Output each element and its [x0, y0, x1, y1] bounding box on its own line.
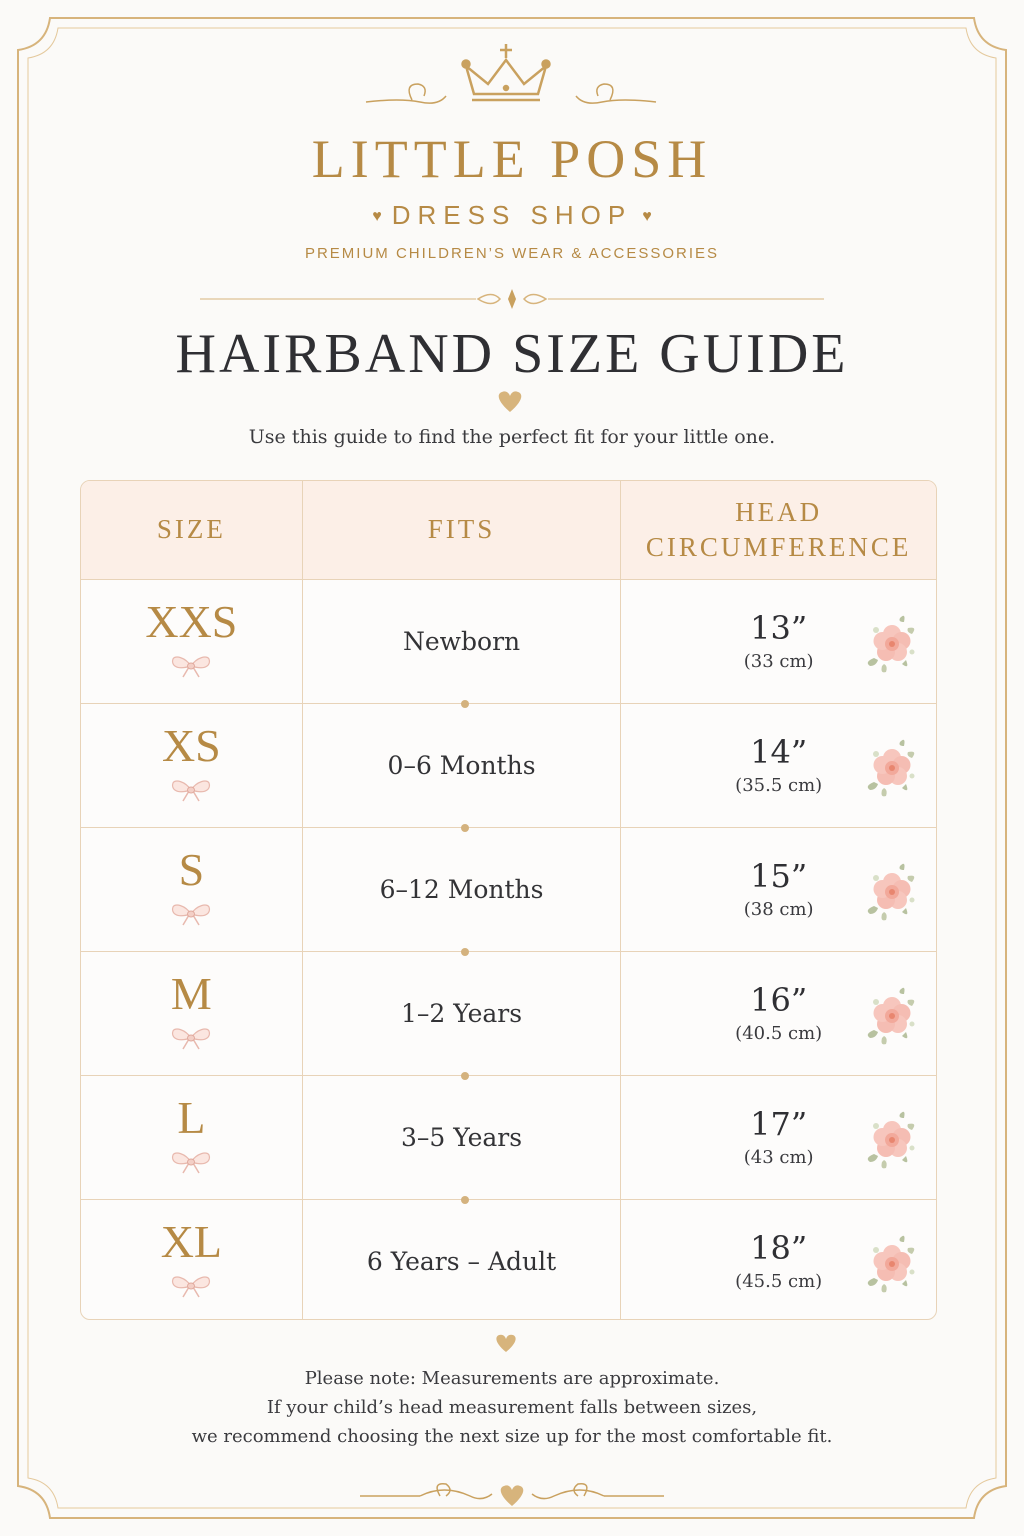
- size-cell: [81, 1076, 303, 1199]
- note-line: we recommend choosing the next size up for the most comfortable fit.: [191, 1426, 833, 1447]
- heart-icon: [496, 1335, 515, 1352]
- circumference-cell: [621, 828, 936, 951]
- heart-icon: [501, 1485, 524, 1506]
- flower-icon: [862, 1104, 922, 1172]
- circumference-inches: 16”: [750, 981, 808, 1020]
- table-row: [81, 952, 936, 1076]
- table-row: [81, 828, 936, 952]
- fits-text: Newborn: [402, 627, 521, 656]
- flower-icon: [862, 608, 922, 676]
- table-row: [81, 1200, 936, 1320]
- size-code: S: [178, 843, 205, 895]
- brand-sub-text: DRESS SHOP: [391, 200, 633, 230]
- circumference-cm: (43 cm): [743, 1146, 814, 1168]
- note-line: Please note: Measurements are approximate.: [304, 1368, 720, 1389]
- crown-icon: [463, 44, 550, 100]
- fits-text: 1–2 Years: [401, 999, 523, 1028]
- flourish-ornament: [200, 289, 824, 309]
- flower-icon: [862, 856, 922, 924]
- fits-cell: [303, 580, 622, 703]
- table-header: [81, 481, 936, 580]
- circumference-cell: [621, 704, 936, 827]
- circumference-cell: [621, 1200, 936, 1320]
- circumference-inches: 15”: [750, 857, 808, 896]
- brand-tagline: PREMIUM CHILDREN’S WEAR & ACCESSORIES: [304, 245, 720, 262]
- table-row: [81, 580, 936, 704]
- fits-cell: [303, 1200, 622, 1320]
- fits-text: 6 Years – Adult: [366, 1247, 557, 1276]
- bow-icon: [169, 777, 213, 803]
- circumference-cm: (38 cm): [743, 898, 814, 920]
- fits-text: 3–5 Years: [401, 1123, 523, 1152]
- page-title: HAIRBAND SIZE GUIDE: [175, 323, 849, 385]
- size-code: XXS: [145, 595, 238, 647]
- fits-cell: [303, 952, 622, 1075]
- header-fits: FITS: [303, 481, 622, 579]
- size-table: [80, 480, 937, 1320]
- size-code: XS: [161, 719, 221, 771]
- circumference-cm: (33 cm): [743, 650, 814, 672]
- flower-icon: [862, 732, 922, 800]
- header-size: SIZE: [81, 481, 303, 579]
- heart-icon: ♥: [642, 208, 652, 225]
- flower-icon: [862, 1228, 922, 1296]
- circumference-cell: [621, 580, 936, 703]
- heart-icon: [499, 391, 522, 412]
- divider-dot: [461, 948, 469, 956]
- circumference-inches: 17”: [750, 1105, 808, 1144]
- size-cell: [81, 828, 303, 951]
- bow-icon: [169, 1149, 213, 1175]
- circumference-cm: (45.5 cm): [735, 1270, 823, 1292]
- circumference-cm: (40.5 cm): [735, 1022, 823, 1044]
- circumference-cell: [621, 1076, 936, 1199]
- divider-dot: [461, 824, 469, 832]
- bow-icon: [169, 901, 213, 927]
- size-cell: [81, 1200, 303, 1320]
- size-code: M: [170, 967, 212, 1019]
- fits-cell: [303, 704, 622, 827]
- bow-icon: [169, 1025, 213, 1051]
- header-head-circumference: HEAD CIRCUMFERENCE: [645, 496, 912, 562]
- table-row: [81, 704, 936, 828]
- fits-cell: [303, 1076, 622, 1199]
- circumference-inches: 14”: [750, 733, 808, 772]
- divider-dot: [461, 1196, 469, 1204]
- brand-name: LITTLE POSH: [311, 129, 713, 189]
- circumference-cell: [621, 952, 936, 1075]
- size-cell: [81, 580, 303, 703]
- fits-text: 0–6 Months: [387, 751, 536, 780]
- bow-icon: [169, 1273, 213, 1299]
- table-row: [81, 1076, 936, 1200]
- flower-icon: [862, 980, 922, 1048]
- note-line: If your child’s head measurement falls between sizes,: [266, 1397, 758, 1418]
- note: [0, 1364, 1024, 1451]
- fits-cell: [303, 828, 622, 951]
- divider-dot: [461, 1072, 469, 1080]
- circumference-inches: 13”: [750, 609, 808, 648]
- circumference-cm: (35.5 cm): [735, 774, 823, 796]
- fits-text: 6–12 Months: [379, 875, 544, 904]
- heart-icon: ♥: [372, 208, 382, 225]
- size-cell: [81, 952, 303, 1075]
- size-code: L: [177, 1091, 206, 1143]
- brand-subtitle: [0, 200, 1024, 231]
- size-code: XL: [160, 1215, 223, 1267]
- divider-dot: [461, 700, 469, 708]
- bow-icon: [169, 653, 213, 679]
- size-cell: [81, 704, 303, 827]
- intro-text: Use this guide to find the perfect fit for your little one.: [248, 426, 776, 448]
- table-body: [81, 580, 936, 1320]
- circumference-inches: 18”: [750, 1229, 808, 1268]
